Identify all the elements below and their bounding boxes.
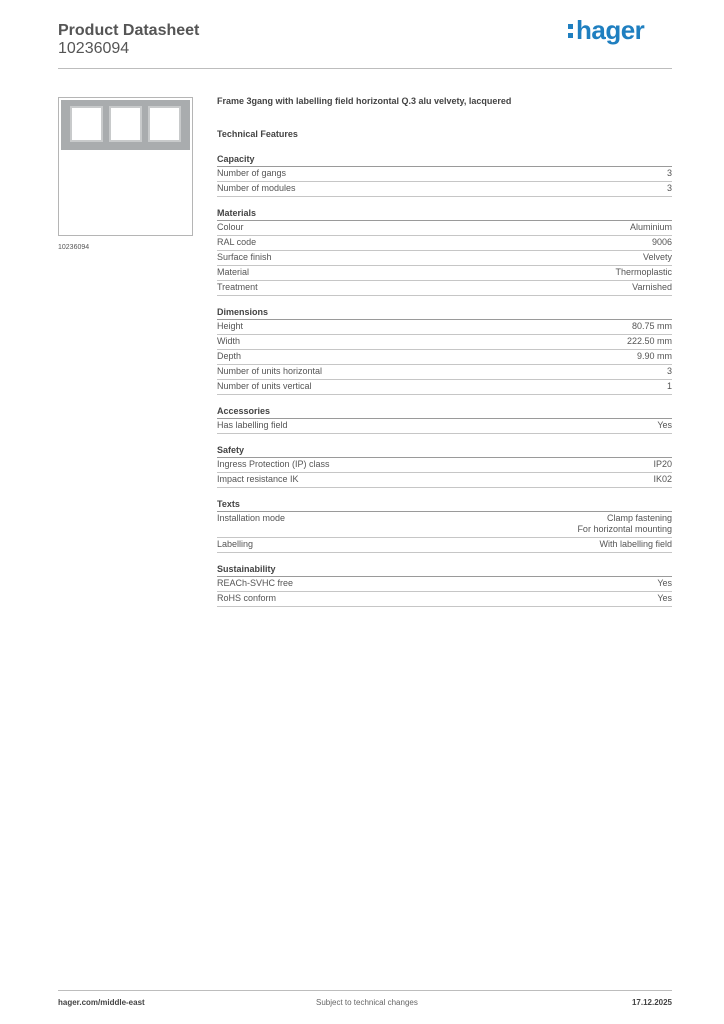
section-materials bbox=[217, 207, 672, 296]
spec-label: Number of units horizontal bbox=[217, 366, 323, 376]
spec-label: Number of units vertical bbox=[217, 381, 312, 391]
hager-logo bbox=[568, 15, 644, 46]
section-heading: Accessories bbox=[217, 405, 672, 419]
frame-opening bbox=[148, 106, 181, 142]
spec-label: Has labelling field bbox=[217, 420, 288, 430]
spec-value: 3 bbox=[666, 183, 672, 193]
spec-row bbox=[217, 473, 672, 488]
spec-value: 9006 bbox=[651, 237, 672, 247]
spec-row bbox=[217, 251, 672, 266]
section-safety bbox=[217, 444, 672, 488]
product-image bbox=[58, 97, 193, 236]
section-heading: Dimensions bbox=[217, 306, 672, 320]
frame-3gang-image bbox=[61, 100, 190, 150]
footer-note: Subject to technical changes bbox=[316, 998, 418, 1007]
section-texts bbox=[217, 498, 672, 553]
spec-row bbox=[217, 335, 672, 350]
logo-wordmark: hager bbox=[576, 15, 645, 45]
spec-row bbox=[217, 592, 672, 607]
spec-label: Ingress Protection (IP) class bbox=[217, 459, 330, 469]
spec-value-line: Clamp fastening bbox=[606, 513, 672, 523]
spec-label: Number of modules bbox=[217, 183, 296, 193]
spec-value: With labelling field bbox=[599, 539, 672, 549]
spec-value: 9.90 mm bbox=[636, 351, 672, 361]
spec-value: 3 bbox=[666, 168, 672, 178]
footer-divider bbox=[58, 990, 672, 991]
product-title: Frame 3gang with labelling field horizontal Q.3 alu velvety, lacquered bbox=[217, 96, 512, 106]
image-caption: 10236094 bbox=[58, 244, 90, 251]
section-heading: Capacity bbox=[217, 153, 672, 167]
section-heading: Sustainability bbox=[217, 563, 672, 577]
spec-row bbox=[217, 266, 672, 281]
spec-row bbox=[217, 419, 672, 434]
spec-label: Material bbox=[217, 267, 250, 277]
spec-row bbox=[217, 380, 672, 395]
spec-row bbox=[217, 236, 672, 251]
spec-row bbox=[217, 458, 672, 473]
spec-value bbox=[577, 513, 672, 535]
spec-label: RoHS conform bbox=[217, 593, 277, 603]
section-capacity bbox=[217, 153, 672, 197]
spec-row bbox=[217, 320, 672, 335]
spec-label: Surface finish bbox=[217, 252, 272, 262]
spec-label: Width bbox=[217, 336, 241, 346]
spec-label: Installation mode bbox=[217, 513, 286, 523]
spec-label: RAL code bbox=[217, 237, 257, 247]
spec-row bbox=[217, 281, 672, 296]
spec-value: 1 bbox=[666, 381, 672, 391]
spec-label: Labelling bbox=[217, 539, 254, 549]
spec-value: IP20 bbox=[653, 459, 672, 469]
spec-label: Height bbox=[217, 321, 244, 331]
spec-value: 3 bbox=[666, 366, 672, 376]
spec-label: Depth bbox=[217, 351, 242, 361]
spec-value: Yes bbox=[657, 578, 672, 588]
spec-value: Yes bbox=[657, 593, 672, 603]
spec-row bbox=[217, 538, 672, 553]
spec-row bbox=[217, 512, 672, 538]
spec-value-line: For horizontal mounting bbox=[577, 524, 672, 534]
section-dimensions bbox=[217, 306, 672, 395]
section-heading: Safety bbox=[217, 444, 672, 458]
footer-date: 17.12.2025 bbox=[631, 998, 672, 1007]
spec-label: Impact resistance IK bbox=[217, 474, 299, 484]
spec-label: Colour bbox=[217, 222, 244, 232]
section-heading: Texts bbox=[217, 498, 672, 512]
page-title: Product Datasheet bbox=[58, 22, 200, 39]
section-heading: Materials bbox=[217, 207, 672, 221]
frame-opening bbox=[70, 106, 103, 142]
spec-label: Number of gangs bbox=[217, 168, 287, 178]
header-divider bbox=[58, 68, 672, 69]
spec-row bbox=[217, 577, 672, 592]
spec-label: REACh-SVHC free bbox=[217, 578, 294, 588]
spec-value: Thermoplastic bbox=[615, 267, 672, 277]
section-sustainability bbox=[217, 563, 672, 607]
product-number: 10236094 bbox=[58, 40, 130, 57]
datasheet-content bbox=[217, 95, 672, 617]
spec-value: Varnished bbox=[632, 282, 672, 292]
spec-label: Treatment bbox=[217, 282, 258, 292]
spec-value: 80.75 mm bbox=[631, 321, 672, 331]
technical-features-heading: Technical Features bbox=[217, 129, 298, 139]
spec-value: Aluminium bbox=[629, 222, 672, 232]
spec-value: IK02 bbox=[653, 474, 672, 484]
frame-opening bbox=[109, 106, 142, 142]
spec-row bbox=[217, 350, 672, 365]
spec-row bbox=[217, 167, 672, 182]
spec-value: Velvety bbox=[642, 252, 672, 262]
spec-value: Yes bbox=[657, 420, 672, 430]
footer-website: hager.com/middle-east bbox=[58, 998, 145, 1007]
spec-value: 222.50 mm bbox=[626, 336, 672, 346]
spec-row bbox=[217, 182, 672, 197]
section-accessories bbox=[217, 405, 672, 434]
spec-row bbox=[217, 221, 672, 236]
spec-row bbox=[217, 365, 672, 380]
logo-dots-icon bbox=[568, 15, 575, 41]
